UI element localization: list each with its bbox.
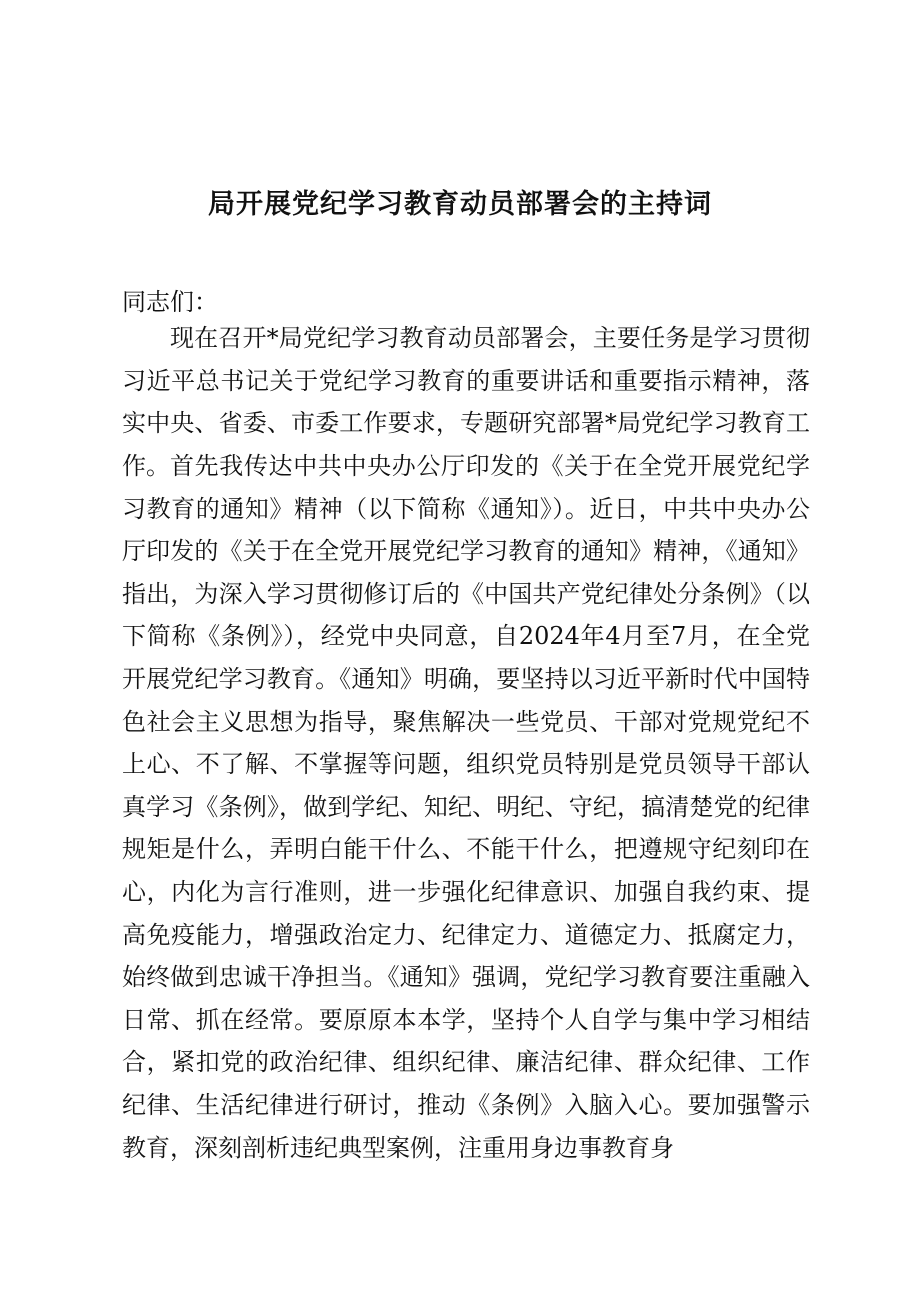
paragraph-opening: 现在召开*局党纪学习教育动员部署会，主要任务是学习贯彻习近平总书记关于党纪学习教育的重要讲话和重要指示精神，落实中央、省委、市委工作要求，专题研究部署*局党纪学习教育工作。 [122,324,810,480]
document-title: 局开展党纪学习教育动员部署会的主持词 [208,189,712,220]
salutation: 同志们： [122,288,218,316]
paragraph-notice: 首先我传达中共中央办公厅印发的《关于在全党开展党纪学习教育的通知》精神（以下简称《通知》）。近日，中共中央办公厅印发的《关于在全党开展党纪学习教育的通知》精神，《通知》指出，为深入学习贯彻修订后的《中国共产党纪律处分条例》（以下简称《条例》），经党中央同意，自2024年4月至7月，在全党开展党纪学习教育。《通知》明确，要坚持以习近平新时代中国特色社会主义思想为指导，聚焦解决一些党员、干部对党规党纪不上心、不了解、不掌握等问题，组织党员特别是党员领导干部认真学习《条例》，做到学纪、知纪、明纪、守纪，搞清楚党的纪律规矩是什么，弄明白能干什么、不能干什么，把遵规守纪刻印在心，内化为言行准则，进一步强化纪律意识、加强自我约束、提高免疫能力，增强政治定力、纪律定力、道德定力、抵腐定力，始终做到忠诚干净担当。《通知》强调，党纪学习教育要注重融入日常、抓在经常。要原原本本学，坚持个人自学与集中学习相结合，紧扣党的政治纪律、组织纪律、廉洁纪律、群众纪律、工作纪律、生活纪律进行研讨，推动《条例》入脑入心。要加强警示教育，深刻剖析违纪典型案例，注重用身边事教育身 [122,452,810,1162]
